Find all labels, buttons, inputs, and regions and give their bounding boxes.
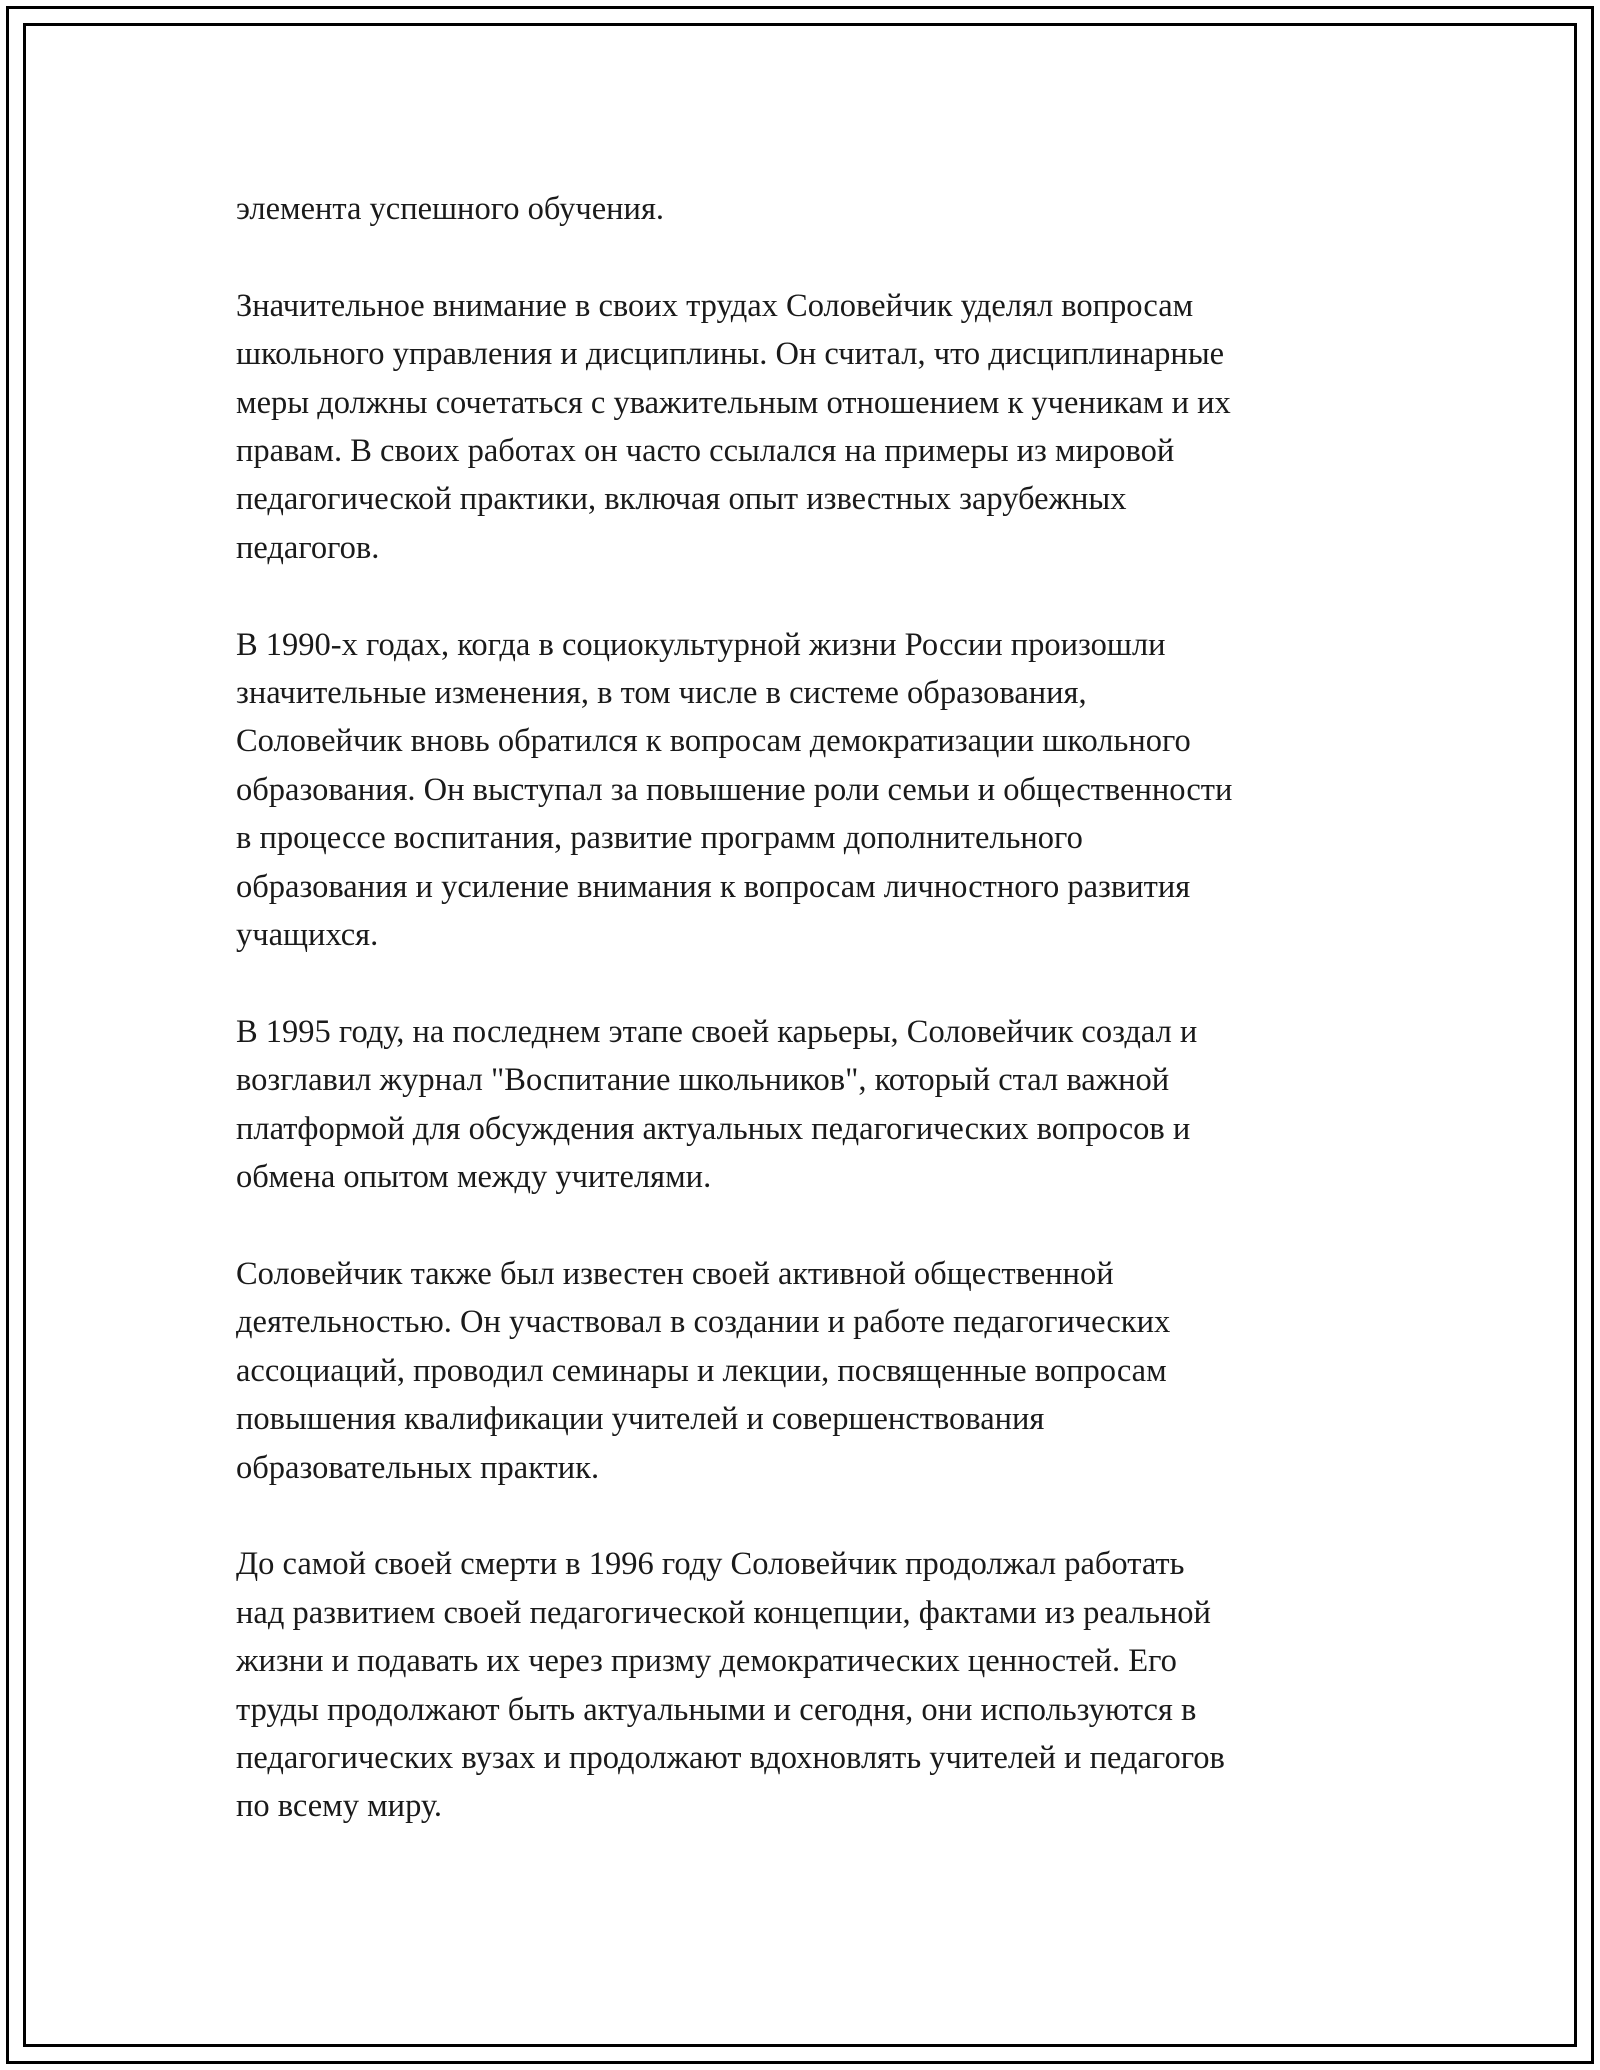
paragraph-legacy: До самой своей смерти в 1996 году Соловейчик продолжал работать над развитием своей педагогической концепции, фактами из реальной жизни и подавать их через призму демократических ценностей. Его труды продолжают быть актуальными и сегодня, они используются в педагогических вузах и продолжают вдохновлять учителей и педагогов по всему миру. [236, 1546, 1225, 1825]
paragraph-continuation: элемента успешного обучения. [236, 191, 665, 227]
document-body [236, 185, 1386, 1879]
paragraph-public-activity: Соловейчик также был известен своей активной общественной деятельностью. Он участвовал в создании и работе педагогических ассоциаций, проводил семинары и лекции, посвященные вопросам повышения квалификации учителей и совершенствования образовательных практик. [236, 1255, 1171, 1486]
paragraph-1990s: В 1990-х годах, когда в социокультурной жизни России произошли значительные изменения, в том числе в системе образования, Соловейчик вновь обратился к вопросам демократизации школьного образования. Он выступал за повышение роли семьи и общественности в процессе воспитания, развитие программ дополнительного образования и усиление внимания к вопросам личностного развития учащихся. [236, 626, 1233, 954]
paragraph-1995-journal: В 1995 году, на последнем этапе своей карьеры, Соловейчик создал и возглавил журнал "Воспитание школьников", который стал важной платформой для обсуждения актуальных педагогических вопросов и обмена опытом между учителями. [236, 1013, 1198, 1196]
paragraph-school-management: Значительное внимание в своих трудах Соловейчик уделял вопросам школьного управления и дисциплины. Он считал, что дисциплинарные меры должны сочетаться с уважительным отношением к ученикам и их правам. В своих работах он часто ссылался на примеры из мировой педагогической практики, включая опыт известных зарубежных педагогов. [236, 287, 1231, 566]
